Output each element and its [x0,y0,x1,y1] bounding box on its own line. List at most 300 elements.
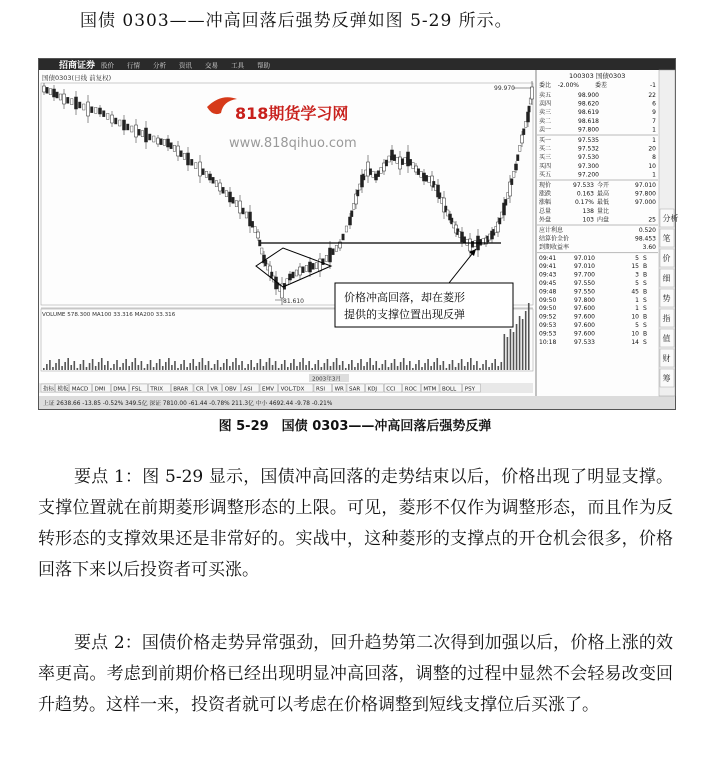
candle-body [505,199,508,205]
volume-bar [253,367,255,370]
tick-time: 09:53 [539,330,557,338]
candle-body [385,160,388,166]
menu-item[interactable]: 资讯 [179,61,192,70]
tick-price: 97.800 [574,296,595,304]
candle-body [83,104,86,110]
tick-side: B [643,313,648,321]
candle-body [428,177,431,183]
tick-time: 09:41 [539,263,557,271]
candle-body [239,201,242,213]
stat-label: 内盘 [597,216,610,224]
volume-bar [510,329,512,370]
volume-bar [406,365,408,370]
ask-price: 98.620 [578,100,599,108]
candle-body [232,197,235,203]
volume-bar [141,361,143,370]
volume-bar [183,360,185,370]
stat-label: 最高 [597,190,610,198]
tick-time: 09:50 [539,296,557,304]
side-tab-label: 筹 [662,374,671,383]
tick-price: 97.010 [574,263,595,271]
volume-bar [116,360,118,370]
volume-bar [357,363,359,370]
volume-bar [360,359,362,370]
bid-volume: 1 [652,137,656,144]
volume-bar [446,368,448,370]
candle-body [195,163,198,169]
volume-bar [257,363,259,370]
candle-body [205,171,208,177]
side-tab-label: 细 [662,274,671,283]
bid-level-label: 买二 [539,145,552,153]
price-low-label: 81.610 [283,298,304,305]
indicator-tab-label: 指标 [43,386,55,393]
tick-volume: 1 [635,296,639,304]
volume-bar [247,364,249,370]
volume-bar [70,365,72,370]
candle-body [59,94,62,100]
menu-item[interactable]: 股价 [101,61,114,70]
volume-bar [77,368,79,370]
candle-body [222,187,225,193]
volume-bar [110,368,112,370]
paragraph-1: 要点 1：图 5-29 显示，国债冲高回落的走势结束以后，价格出现了明显支撑。支撑位置就在前期菱形调整形态的上限。可见，菱形不仅作为调整形态，而且作为反转形态的支撑效果还是非常好的。实战中，这种菱形的支撑点的开仓机会很多，价格回落下来以后投资者可买涨。 [38,467,673,580]
tick-price: 97.600 [574,322,595,329]
tick-volume: 45 [631,288,639,296]
indicator-tab-label: MTM [423,386,437,393]
volume-bar [196,366,198,370]
candle-body [528,106,531,112]
volume-bar [458,363,460,370]
candle-body [531,87,534,99]
side-tabs[interactable] [660,209,679,387]
candle-body [254,227,256,233]
volume-bar [177,368,179,370]
quote-title: 100303 国债0303 [569,72,626,80]
ask-level-label: 卖五 [539,92,552,99]
indicator-tab-label: BRAR [173,386,189,393]
volume-bar [229,366,231,370]
candle-body [131,126,134,132]
volume-bar [351,360,353,370]
side-tab-label: 价 [662,254,671,263]
stat-value: 103 [582,216,594,224]
ask-level-label: 卖二 [539,117,552,125]
candle-body [521,135,524,143]
volume-bar [305,365,307,370]
menu-item[interactable]: 行情 [127,61,140,70]
volume-bar [128,366,130,370]
volume-bar [235,358,237,370]
volume-bar [162,366,164,370]
volume-bar [147,364,149,370]
menu-item[interactable]: 分析 [153,61,166,70]
volume-bar [281,364,283,370]
volume-bar [394,359,396,370]
candle-body [466,239,469,245]
candle-body [261,248,264,254]
candle-body [212,177,215,183]
tick-time: 09:48 [539,288,557,296]
volume-bar [241,361,243,370]
volume-bar [308,361,310,370]
volume-bar [220,367,222,370]
indicator-tab-label: FSL [131,386,142,393]
volume-bar [150,360,152,370]
bid-level-label: 买五 [539,171,552,179]
tick-side: S [643,280,647,287]
volume-bar [119,367,121,370]
candle-body [315,263,318,269]
tick-side: B [643,271,648,279]
stat-label: 外盘 [539,216,552,224]
candle-body [229,192,232,202]
candle-body [46,87,49,93]
bid-volume: 8 [652,154,656,162]
candle-body [167,139,170,147]
volume-bar [488,367,490,370]
candle-body [160,139,163,145]
ask-price: 98.618 [578,117,599,125]
volume-bar [275,361,277,370]
candle-body [191,159,194,165]
candle-body [519,145,522,151]
indicator-tab-label: ASI [243,386,253,393]
stat-value: 97.010 [635,182,656,189]
bond-label: 应计利息 [539,227,564,234]
volume-bar [278,368,280,370]
candle-body [119,120,122,126]
candle-body [396,157,399,163]
candle-body [135,125,138,137]
volume-bar [61,366,63,370]
tick-price: 97.010 [574,254,595,262]
stat-value: 0.163 [576,190,594,198]
volume-bar [507,337,509,370]
diff-value: -1 [650,82,656,89]
volume-bar [244,368,246,370]
bond-label: 到期收益率 [539,244,570,252]
tick-volume: 14 [631,338,639,346]
volume-bar [501,362,503,370]
candle-body [517,155,520,161]
indicator-tabs[interactable] [41,384,480,393]
volume-bar [232,362,234,370]
tick-price: 97.550 [574,280,595,287]
candle-body [115,118,118,124]
volume-bar [318,360,320,370]
stat-label: 涨幅 [539,199,552,207]
candle-body [319,259,322,271]
candle-body [289,274,292,280]
volume-bar [479,368,481,370]
volume-bar [269,358,271,370]
candle-body [420,171,423,177]
volume-bar [104,365,106,370]
bid-price: 97.535 [578,137,599,144]
candle-body [412,163,415,169]
bid-price: 97.200 [578,171,599,179]
volume-bar [354,367,356,370]
tick-volume: 5 [635,280,639,287]
date-label: 2003年3月 [312,376,341,383]
price-high-label: 99.970 [494,85,515,92]
ask-price: 98.619 [578,109,599,117]
ask-volume: 22 [648,92,656,99]
annotation-line-1: 价格冲高回落，却在菱形 [344,291,465,304]
tick-time: 09:41 [539,254,557,262]
ask-level-label: 卖四 [539,100,552,108]
volume-bar [382,364,384,370]
tick-time: 09:45 [539,280,557,287]
volume-bar [113,364,115,370]
volume-bar [485,360,487,370]
candle-body [401,159,404,165]
candle-body [49,89,52,95]
tick-price: 97.600 [574,313,595,321]
volume-bar [58,359,60,370]
candle-body [215,181,218,187]
volume-bar [476,361,478,370]
bid-price: 97.532 [578,145,599,153]
volume-bar [214,364,216,370]
candle-body [153,136,156,142]
volume-bar [421,367,423,370]
volume-bar [174,361,176,370]
diff-label: 委差 [595,82,608,89]
ratio-label: 委比 [539,82,552,89]
menu-item[interactable]: 帮助 [257,61,270,70]
tick-side: S [643,296,647,304]
candle-body [199,162,202,176]
volume-bar [92,359,94,370]
volume-bar [260,359,262,370]
volume-bar [180,364,182,370]
candle-body [127,124,130,130]
volume-bar [516,324,518,370]
candle-body [305,265,308,271]
tick-volume: 5 [635,254,639,262]
indicator-tab-label: PSY [464,386,475,393]
stat-label: 今开 [597,182,610,189]
candle-body [111,115,114,123]
indicator-tab-label: 模板 [57,386,69,393]
page-heading: 国债 0303——冲高回落后强势反弹如图 5-29 所示。 [80,11,513,31]
candle-body [351,211,354,217]
candle-body [245,212,248,218]
candle-body [349,217,352,225]
candle-body [53,89,56,97]
volume-bar [339,365,341,370]
candle-body [302,267,305,273]
volume-bar [107,361,109,370]
candle-body [43,86,46,92]
volume-bar [415,364,417,370]
candle-body [63,94,66,104]
menu-item[interactable]: 工具 [231,61,244,70]
ratio-value: -2.00% [557,82,579,89]
volume-bar [504,334,506,370]
volume-bar [412,368,414,370]
candle-body [180,151,183,157]
candle-body [75,97,78,109]
volume-bar [324,363,326,370]
candle-body [295,270,298,276]
volume-bar [290,363,292,370]
bid-level-label: 买四 [539,162,552,170]
volume-bar [327,359,329,370]
candle-body [527,112,530,122]
candle-body [87,102,90,116]
candle-body [312,263,315,269]
candle-body [511,179,514,185]
tick-price: 97.700 [574,271,595,279]
candle-body [71,99,74,105]
candle-body [325,255,328,261]
menu-item[interactable]: 交易 [205,61,218,70]
volume-bar [342,361,344,370]
volume-bar [363,366,365,370]
tick-side: S [643,338,647,346]
candle-body [309,262,312,272]
tick-side: B [643,330,648,338]
volume-bar [284,360,286,370]
candle-body [292,272,295,278]
candle-body [329,248,332,262]
tick-price: 97.550 [574,288,595,296]
volume-bar [296,366,298,370]
volume-bar [49,360,51,370]
volume-bar [171,365,173,370]
volume-bar [424,363,426,370]
indicator-tab-label: ROC [404,386,417,393]
tick-volume: 10 [631,330,639,338]
annotation-line-2: 提供的支撑位置出现反弹 [344,308,465,321]
volume-bar [497,366,499,370]
volume-bar [455,367,457,370]
bid-volume: 10 [648,162,656,170]
volume-bar [391,363,393,370]
tick-price: 97.533 [574,338,595,346]
candle-body [513,171,516,177]
volume-bar [208,361,210,370]
candle-body [523,129,526,135]
volume-bar [86,367,88,370]
indicator-tab-label: DMA [113,386,126,393]
side-tab-label: 分析 [662,214,679,223]
volume-bar [211,368,213,370]
candle-body [342,234,345,240]
side-tab-label: 值 [662,334,671,343]
indicator-tab-label: KDJ [367,386,378,393]
candle-body [499,218,502,224]
candle-body [388,156,391,162]
volume-bar [333,362,335,370]
volume-bar [144,368,146,370]
volume-bar [135,358,137,370]
volume-bar [74,361,76,370]
candle-body [463,237,466,243]
ask-level-label: 卖三 [539,109,552,117]
candle-body [173,145,176,151]
candle-body [187,153,190,165]
volume-bar [418,360,420,370]
candle-body [183,153,186,159]
tick-time: 09:50 [539,305,557,313]
indicator-tab-label: VR [210,386,218,393]
volume-bar [153,367,155,370]
bid-price: 97.530 [578,154,599,162]
stat-value: 138 [582,207,594,215]
candle-body [404,157,407,163]
candle-body [123,120,126,130]
volume-bar [95,366,97,370]
volume-bar [467,362,469,370]
tick-side: S [643,322,647,329]
ask-price: 97.800 [578,126,599,134]
volume-bar [366,362,368,370]
trading-screenshot [38,58,679,410]
side-tab-label: 财 [662,354,671,363]
candle-body [177,146,180,156]
candle-body [372,171,375,177]
volume-bar [159,359,161,370]
volume-bar [430,366,432,370]
status-text: 上证 2638.66 -13.85 -0.52% 349.5亿 深证 7810.00 -61.44 -0.78% 211.3亿 中小 4692.44 -9.78 -0.21% [43,401,333,407]
candle-body [67,97,70,103]
stat-label: 现价 [539,182,552,189]
side-tab-label: 指 [662,314,671,323]
tick-side: S [643,254,647,262]
volume-bar [89,363,91,370]
tick-side: B [643,263,648,271]
tick-price: 97.600 [574,330,595,338]
volume-bar [186,367,188,370]
bid-volume: 1 [652,171,656,179]
ask-volume: 9 [652,109,656,117]
tick-side: B [643,288,648,296]
volume-bar [189,363,191,370]
volume-bar [528,303,530,370]
candle-body [95,107,98,113]
volume-bar [299,362,301,370]
candle-body [345,226,348,232]
candle-body [107,113,110,119]
volume-bar [379,368,381,370]
candle-body [474,241,477,247]
candle-body [251,221,254,227]
volume-bar [513,332,515,370]
volume-bar [519,316,521,370]
stat-label: 总量 [539,207,552,215]
side-tab-label: 笔 [662,234,671,243]
candle-body [482,239,485,245]
candle-body [471,241,474,247]
tick-volume: 5 [635,322,639,329]
volume-bar [369,358,371,370]
candle-body [380,167,383,173]
candle-body [103,111,106,117]
volume-bar [461,359,463,370]
volume-bar [372,365,374,370]
indicator-tab-label: CCI [386,386,396,393]
stat-label: 量比 [597,207,610,215]
candle-body [209,174,212,180]
candle-body [219,183,222,191]
volume-bar [192,359,194,370]
volume-bar [449,364,451,370]
indicator-tab-label: EMV [262,386,274,393]
